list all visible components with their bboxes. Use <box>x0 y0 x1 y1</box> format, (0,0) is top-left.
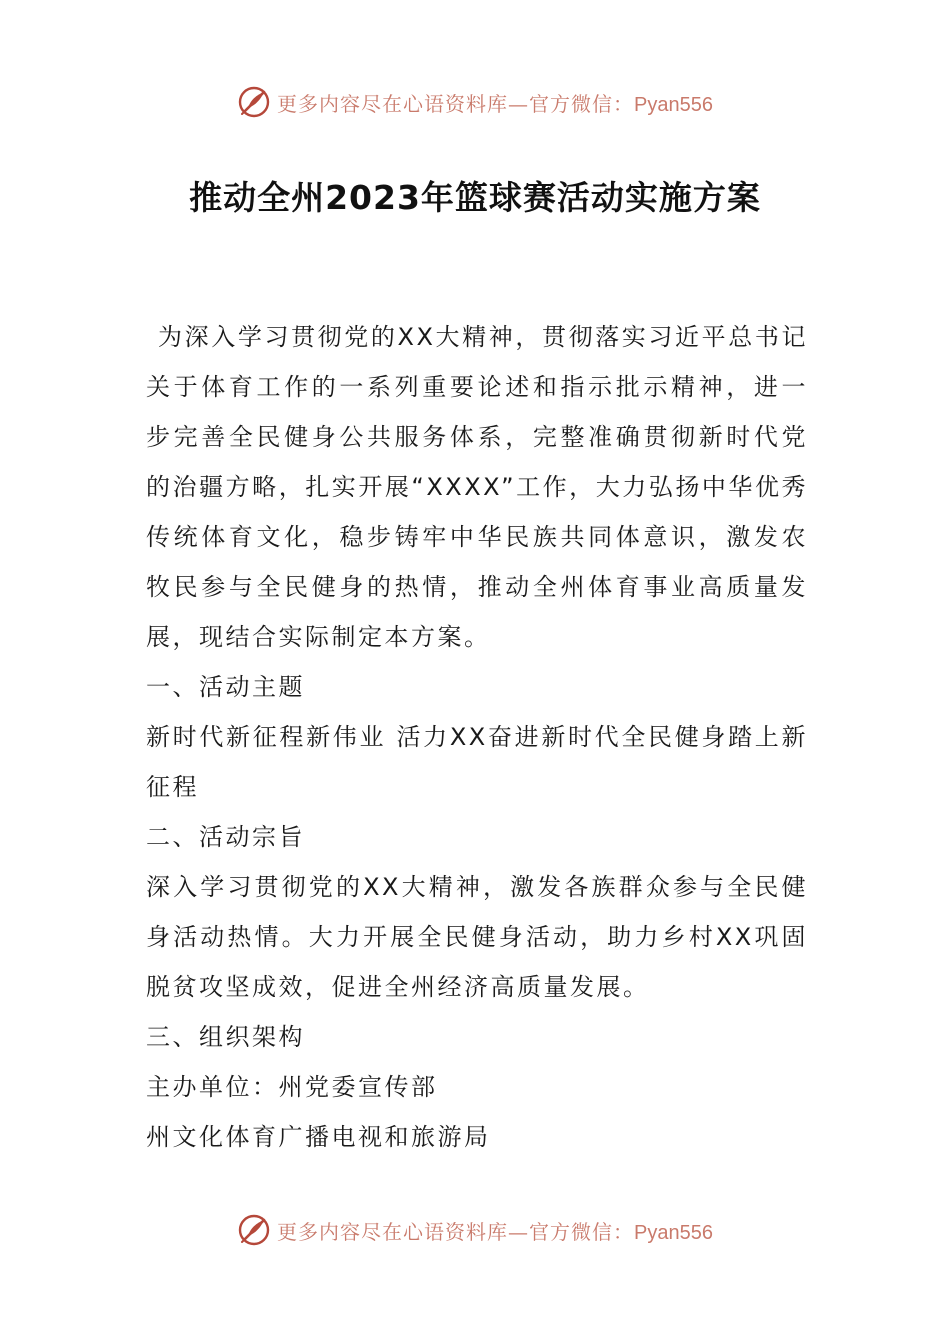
watermark-text: 更多内容尽在心语资料库—官方微信：Pyan556 <box>277 1219 713 1244</box>
quill-logo-icon <box>237 85 271 119</box>
watermark-header <box>0 82 950 122</box>
document-body <box>146 312 808 1162</box>
section-paragraph: 州文化体育广播电视和旅游局 <box>146 1123 491 1151</box>
watermark-text: 更多内容尽在心语资料库—官方微信：Pyan556 <box>277 91 713 116</box>
section-paragraph: 深入学习贯彻党的XX大精神，激发各族群众参与全民健身活动热情。大力开展全民健身活动，助力乡村XX巩固脱贫攻坚成效，促进全州经济高质量发展。 <box>146 873 808 1001</box>
section-paragraph: 新时代新征程新伟业 活力XX奋进新时代全民健身踏上新征程 <box>146 723 808 801</box>
document-title: 推动全州2023年篮球赛活动实施方案 <box>189 178 761 217</box>
intro-paragraph: 为深入学习贯彻党的XX大精神，贯彻落实习近平总书记关于体育工作的一系列重要论述和指示批示精神，进一步完善全民健身公共服务体系，完整准确贯彻新时代党的治疆方略，扎实开展“XXXX”工作，大力弘扬中华优秀传统体育文化，稳步铸牢中华民族共同体意识，激发农牧民参与全民健身的热情，推动全州体育事业高质量发展，现结合实际制定本方案。 <box>146 323 808 651</box>
section-paragraph: 主办单位：州党委宣传部 <box>146 1073 438 1101</box>
watermark-footer <box>0 1210 950 1250</box>
section-heading-purpose: 二、活动宗旨 <box>146 823 305 851</box>
section-heading-organization: 三、组织架构 <box>146 1023 305 1051</box>
section-heading-theme: 一、活动主题 <box>146 673 305 701</box>
quill-logo-icon <box>237 1213 271 1247</box>
